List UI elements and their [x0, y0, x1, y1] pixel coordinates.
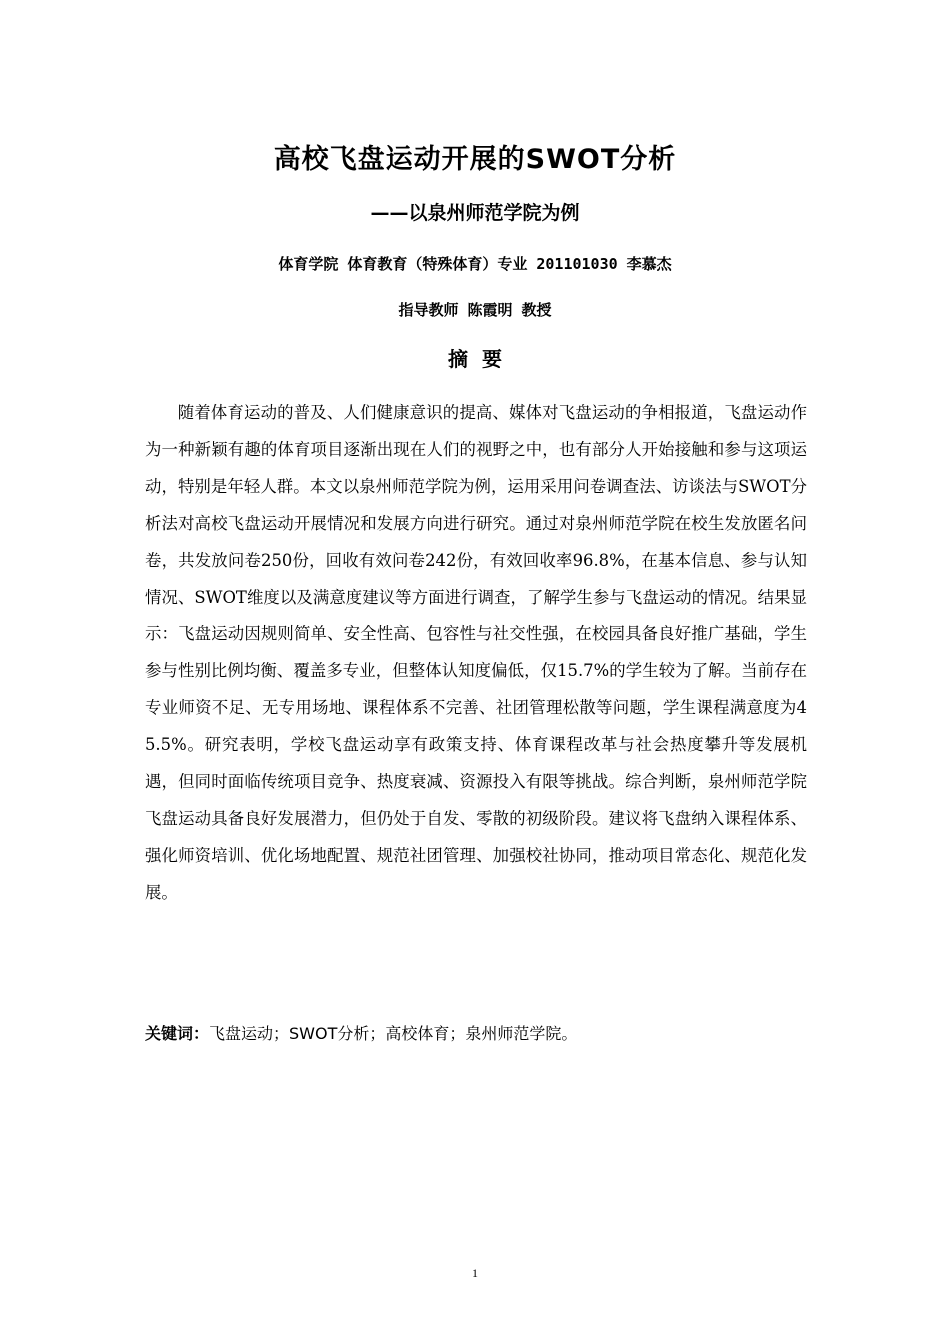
paper-title: 高校飞盘运动开展的SWOT分析 — [273, 144, 677, 175]
advisor-line: 指导教师 陈霞明 教授 — [398, 301, 552, 319]
paper-subtitle: ——以泉州师范学院为例 — [370, 202, 580, 224]
abstract-text: 随着体育运动的普及、人们健康意识的提高、媒体对飞盘运动的争相报道，飞盘运动作为一种新颖有趣的体育项目逐渐出现在人们的视野之中，也有部分人开始接触和参与这项运动，特别是年轻人群。本文以泉州师范学院为例，运用采用问卷调查法、访谈法与SWOT分析法对高校飞盘运动开展情况和发展方向进行研究。通过对泉州师范学院在校生发放匿名问卷，共发放问卷250份，回收有效问卷242份，有效回收率96.8%，在基本信息、参与认知情况、SWOT维度以及满意度建议等方面进行调查，了解学生参与飞盘运动的情况。结果显示：飞盘运动因规则简单、安全性高、包容性与社交性强，在校园具备良好推广基础，学生参与性别比例均衡、覆盖多专业，但整体认知度偏低，仅15.7%的学生较为了解。当前存在专业师资不足、无专用场地、课程体系不完善、社团管理松散等问题，学生课程满意度为45.5%。研究表明，学校飞盘运动享有政策支持、体育课程改革与社会热度攀升等发展机遇，但同时面临传统项目竞争、热度衰减、资源投入有限等挑战。综合判断，泉州师范学院飞盘运动具备良好发展潜力，但仍处于自发、零散的初级阶段。建议将飞盘纳入课程体系、强化师资培训、优化场地配置、规范社团管理、加强校社协同，推动项目常态化、规范化发展。 — [145, 403, 807, 902]
page-number: 1 — [472, 1266, 478, 1280]
abstract-heading: 摘要 — [448, 347, 516, 371]
author-line: 体育学院 体育教育（特殊体育）专业 201101030 李慕杰 — [278, 255, 672, 273]
keywords-line — [145, 1019, 807, 1049]
keywords-text: 飞盘运动；SWOT分析；高校体育；泉州师范学院。 — [209, 1024, 578, 1043]
keywords-label: 关键词： — [145, 1024, 210, 1043]
